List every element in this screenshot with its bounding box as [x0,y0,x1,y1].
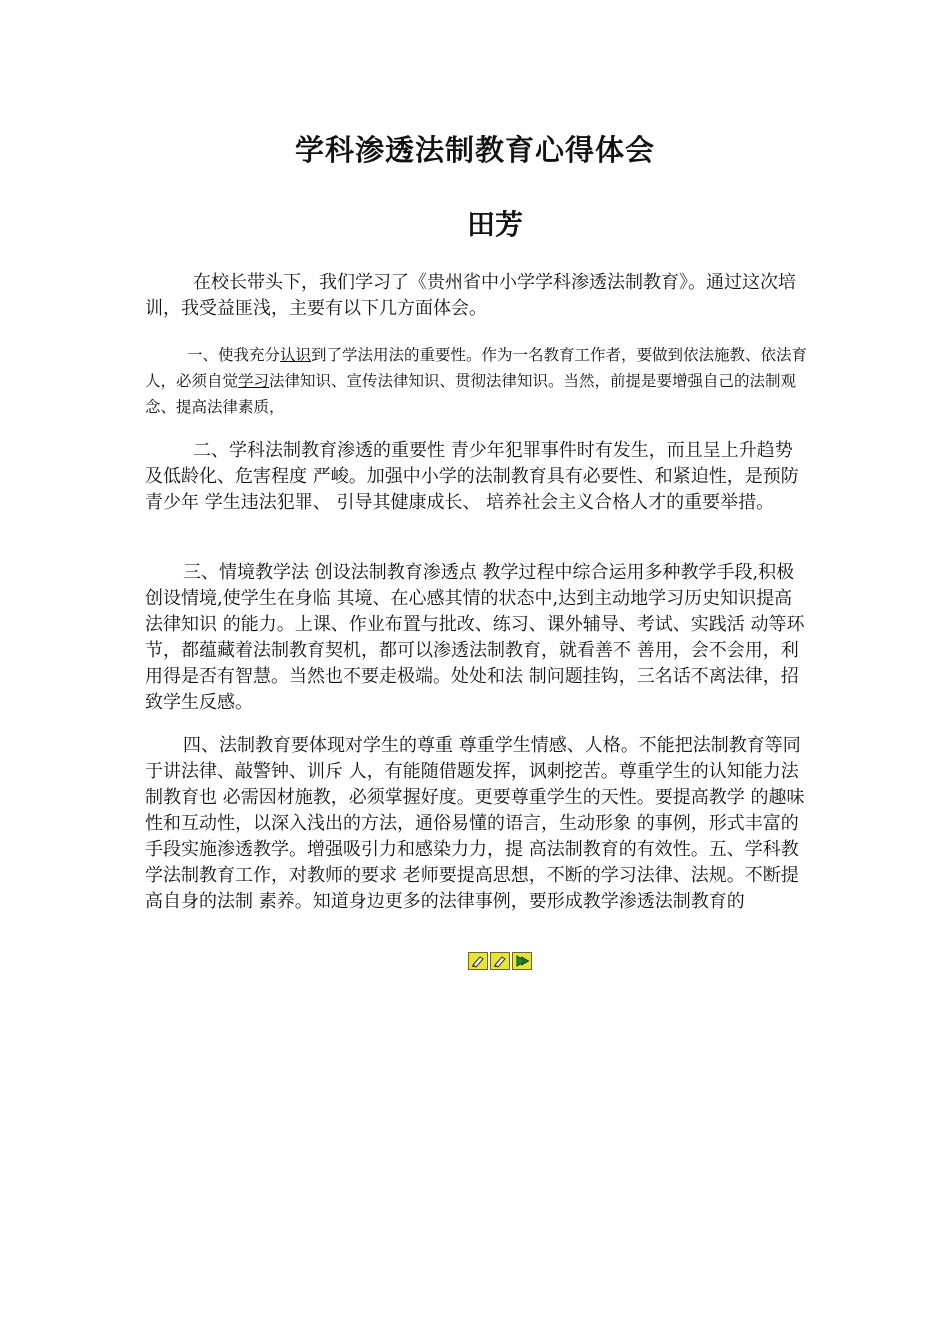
pencil-icon[interactable] [490,952,510,970]
paragraph-four: 四、法制教育要体现对学生的尊重 尊重学生情感、人格。不能把法制教育等同于讲法律、敲警钟、训斥 人，有能随借题发挥，讽刺挖苦。尊重学生的认知能力法制教育也 必需因材施教，必须掌握好度。更要尊重学生的天性。要提高教学 的趣味性和互动性，以深入浅出的方法，通俗易懂的语言，生动形象 的事例，形式丰富的手段实施渗透教学。增强吸引力和感染力力，提 高法制教育的有效性。五、学科教学法制教育工作，对教师的要求 老师要提高思想，不断的学习法律、法规。不断提高自身的法制 素养。知道身边更多的法律事例，要形成教学渗透法制教育的 [145,735,805,912]
paragraph-one-text-c: 法律知识、宣传法律知识、贯彻法律知识。当然，前提是要增强自己的法制观念、提高法律素质， [145,372,797,416]
author-name: 田芳 [466,208,523,241]
link-renshi[interactable]: 认识 [280,346,312,364]
document-title: 学科渗透法制教育心得体会 [294,133,655,167]
pencil-icon[interactable] [468,952,488,970]
intro-paragraph: 在校长带头下，我们学习了《贵州省中小学学科渗透法制教育》。通过这次培训，我受益匪浅，主要有以下几方面体会。 [145,272,796,319]
paragraph-three: 三、情境教学法 创设法制教育渗透点 教学过程中综合运用多种教学手段,积极创设情境,使学生在身临 其境、在心感其情的状态中,达到主动地学习历史知识提高法律知识 的能力。上课、作业布置与批改、练习、课外辅导、考试、实践活 动等环节，都蕴藏着法制教育契机，都可以渗透法制教育，就看善不 善用，会不会用，利用得是否有智慧。当然也不要走极端。处处和法 制问题挂钩，三名话不离法律，招致学生反感。 [145,562,805,713]
paragraph-one [145,342,808,420]
arrow-icon[interactable] [512,952,532,970]
link-xuexi[interactable]: 学习 [238,372,270,390]
nav-icon-bar [468,952,532,970]
paragraph-one-text-a: 一、使我充分 [187,346,281,364]
paragraph-one-text-b: 到了学法用法的重要性。作为一名教育工作者，要做到依法施教、依法育人，必须自觉 [145,346,808,390]
paragraph-two: 二、学科法制教育渗透的重要性 青少年犯罪事件时有发生，而且呈上升趋势及低龄化、危害程度 严峻。加强中小学的法制教育具有必要性、和紧迫性，是预防青少年 学生违法犯罪、 引导其健康成长、 培养社会主义合格人才的重要举措。 [145,440,799,513]
